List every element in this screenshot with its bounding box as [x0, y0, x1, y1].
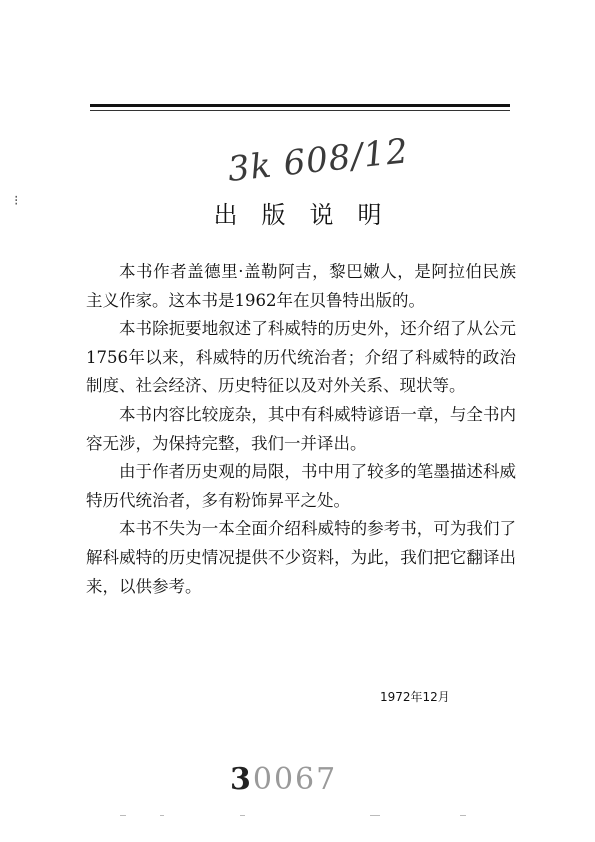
page-stamp-number	[230, 762, 337, 797]
margin-mark: ⁝	[14, 193, 19, 209]
paragraph: 由于作者历史观的局限，书中用了较多的笔墨描述科威特历代统治者，多有粉饰昇平之处。	[86, 462, 516, 510]
paragraph: 本书内容比较庞杂，其中有科威特谚语一章，与全书内容无涉，为保持完整，我们一并译出。	[86, 404, 516, 453]
body-text	[86, 258, 516, 601]
publication-date: 1972年12月	[380, 690, 450, 704]
top-rule-thin	[90, 110, 510, 111]
scan-specks	[120, 815, 520, 819]
paragraph: 本书除扼要地叙述了科威特的历史外，还介绍了从公元1756年以来，科威特的历代统治者；介绍了科威特的政治制度、社会经济、历史特征以及对外关系、现状等。	[86, 319, 516, 396]
stamp-lead-digit: 3	[230, 762, 253, 797]
handwritten-call-number: 3k 608/12	[225, 131, 411, 190]
stamp-rest-digits: 0067	[252, 762, 338, 797]
top-rule-thick	[90, 104, 510, 107]
paragraph: 本书作者盖德里·盖勒阿吉，黎巴嫩人，是阿拉伯民族主义作家。这本书是1962年在贝鲁特出版的。	[86, 262, 516, 310]
paragraph: 本书不失为一本全面介绍科威特的参考书，可为我们了解科威特的历史情况提供不少资料，为此，我们把它翻译出来，以供参考。	[86, 519, 516, 596]
page-title: 出版说明	[213, 201, 406, 229]
